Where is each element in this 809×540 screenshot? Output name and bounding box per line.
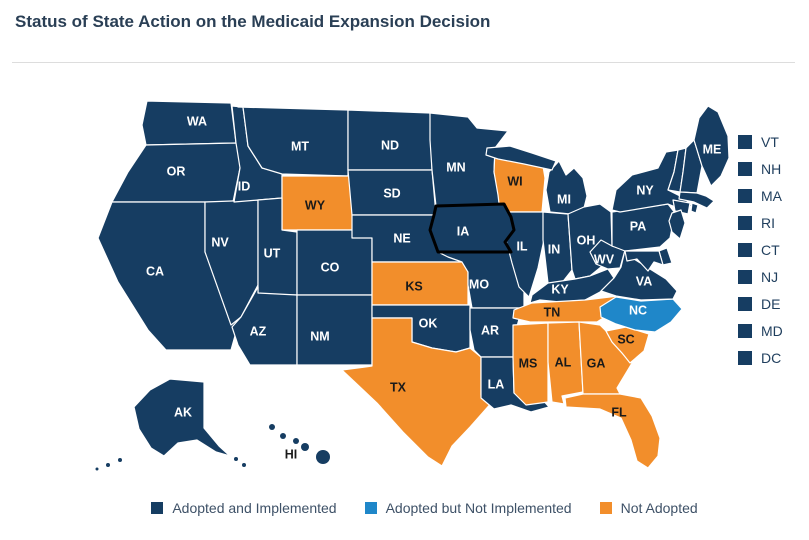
state-hi[interactable] <box>293 438 299 444</box>
state-label-co: CO <box>320 260 340 275</box>
state-ri[interactable] <box>691 203 698 213</box>
state-label-mn: MN <box>446 160 466 175</box>
side-list-item-ma[interactable] <box>738 182 806 209</box>
state-label-nm: NM <box>310 329 330 344</box>
side-list-item-vt[interactable] <box>738 128 806 155</box>
side-list-item-ri[interactable] <box>738 209 806 236</box>
side-list-label: CT <box>761 241 780 258</box>
state-ak[interactable] <box>242 463 246 467</box>
state-fl[interactable] <box>565 394 660 468</box>
state-label-wi: WI <box>507 174 523 189</box>
small-states-list <box>738 128 806 371</box>
side-list-item-dc[interactable] <box>738 344 806 371</box>
legend-swatch <box>600 502 612 514</box>
status-swatch <box>738 324 752 338</box>
state-label-mo: MO <box>468 277 490 292</box>
state-in[interactable] <box>543 212 572 284</box>
side-list-label: MA <box>761 187 782 204</box>
status-swatch <box>738 297 752 311</box>
status-swatch <box>738 243 752 257</box>
state-ak[interactable] <box>118 458 122 462</box>
state-label-nv: NV <box>211 235 229 250</box>
state-hi[interactable] <box>316 450 330 464</box>
legend-item-not_adopted <box>600 500 698 516</box>
side-list-label: DC <box>761 349 782 366</box>
state-label-sc: SC <box>617 332 635 347</box>
state-hi[interactable] <box>280 433 286 439</box>
state-hi[interactable] <box>301 443 309 451</box>
state-ak[interactable] <box>134 379 230 456</box>
state-label-ne: NE <box>393 231 411 246</box>
state-label-ar: AR <box>480 323 500 338</box>
status-swatch <box>738 270 752 284</box>
side-list-label: NH <box>761 160 782 177</box>
state-or[interactable] <box>112 143 247 202</box>
legend-swatch <box>151 502 163 514</box>
state-label-tx: TX <box>390 380 406 395</box>
side-list-label: RI <box>761 214 775 231</box>
side-list-item-ct[interactable] <box>738 236 806 263</box>
state-label-tn: TN <box>543 305 561 320</box>
side-list-label: MD <box>761 322 783 339</box>
state-wy[interactable] <box>282 176 355 230</box>
us-map <box>0 70 809 485</box>
state-ak[interactable] <box>106 463 110 467</box>
state-label-ks: KS <box>405 279 423 294</box>
side-list-item-md[interactable] <box>738 317 806 344</box>
state-label-wy: WY <box>304 198 326 213</box>
state-label-hi: HI <box>284 447 298 462</box>
state-label-ak: AK <box>173 405 193 420</box>
state-label-oh: OH <box>576 233 596 248</box>
legend-item-adopted_not_implemented <box>365 500 572 516</box>
side-list-item-nj[interactable] <box>738 263 806 290</box>
legend-label: Adopted but Not Implemented <box>385 500 572 516</box>
state-nm[interactable] <box>297 295 372 365</box>
state-ks[interactable] <box>372 262 468 305</box>
state-label-mi: MI <box>557 192 571 207</box>
state-label-az: AZ <box>249 324 267 339</box>
state-label-al: AL <box>554 355 572 370</box>
state-hi[interactable] <box>269 424 275 430</box>
state-nj[interactable] <box>669 210 685 239</box>
status-swatch <box>738 216 752 230</box>
status-swatch <box>738 189 752 203</box>
legend-item-adopted_implemented <box>151 500 336 516</box>
state-label-va: VA <box>635 274 653 289</box>
side-list-label: VT <box>761 133 779 150</box>
state-label-in: IN <box>547 242 561 257</box>
state-label-pa: PA <box>629 219 647 234</box>
state-label-il: IL <box>516 239 528 254</box>
state-label-wa: WA <box>186 114 208 129</box>
state-label-mt: MT <box>290 139 310 154</box>
status-swatch <box>738 162 752 176</box>
state-co[interactable] <box>297 230 372 295</box>
state-label-ms: MS <box>518 356 538 371</box>
state-wa[interactable] <box>142 101 236 145</box>
legend-label: Not Adopted <box>620 500 698 516</box>
state-label-ga: GA <box>586 356 606 371</box>
state-label-or: OR <box>166 164 186 179</box>
state-label-wv: WV <box>593 252 615 267</box>
state-label-nc: NC <box>628 303 648 318</box>
state-label-sd: SD <box>383 186 401 201</box>
state-sd[interactable] <box>348 170 436 215</box>
side-list-item-nh[interactable] <box>738 155 806 182</box>
legend-label: Adopted and Implemented <box>172 500 337 516</box>
state-al[interactable] <box>548 322 583 404</box>
state-label-ky: KY <box>551 282 569 297</box>
state-ak[interactable] <box>234 457 238 461</box>
state-ak[interactable] <box>96 468 99 471</box>
state-ia[interactable] <box>430 204 514 252</box>
state-label-me: ME <box>702 142 722 157</box>
state-label-id: ID <box>237 179 251 194</box>
divider <box>12 62 795 63</box>
legend-swatch <box>365 502 377 514</box>
status-swatch <box>738 351 752 365</box>
page-title: Status of State Action on the Medicaid Expansion Decision <box>15 12 491 31</box>
status-swatch <box>738 135 752 149</box>
state-label-la: LA <box>487 377 505 392</box>
legend <box>0 500 809 516</box>
state-label-nd: ND <box>380 138 400 153</box>
state-label-ny: NY <box>636 183 654 198</box>
state-nd[interactable] <box>348 110 432 170</box>
side-list-item-de[interactable] <box>738 290 806 317</box>
state-nc[interactable] <box>600 297 682 332</box>
state-label-ok: OK <box>418 316 438 331</box>
state-label-ut: UT <box>263 246 281 261</box>
side-list-label: NJ <box>761 268 779 285</box>
state-label-ca: CA <box>145 264 165 279</box>
state-label-ia: IA <box>456 224 470 239</box>
side-list-label: DE <box>761 295 781 312</box>
state-ms[interactable] <box>513 323 548 405</box>
state-label-fl: FL <box>611 405 627 420</box>
